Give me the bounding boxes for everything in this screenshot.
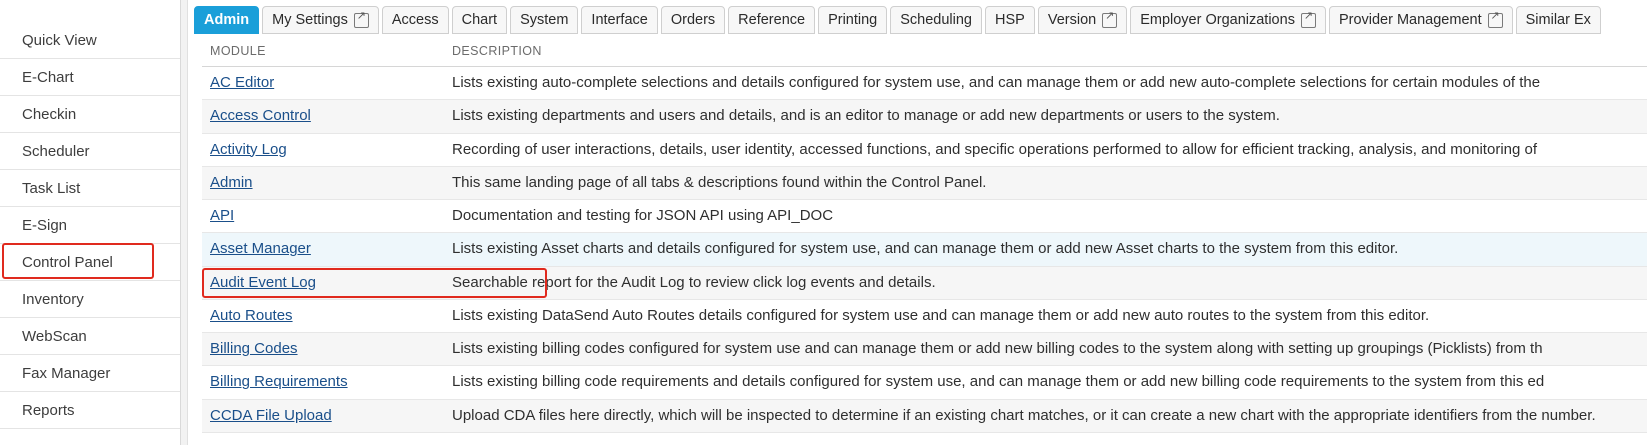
table-row[interactable] [202, 67, 1647, 100]
table-row[interactable] [202, 399, 1647, 432]
tab-label: My Settings [272, 12, 348, 28]
modules-table [202, 34, 1647, 433]
sidebar-item-reports[interactable] [0, 392, 180, 429]
description-cell: Upload CDA files here directly, which will be inspected to determine if an existing chart matches, or it can create a new chart with the appropriate identifiers from the number. [444, 399, 1647, 432]
module-cell [202, 133, 444, 166]
sidebar-item-quick-view[interactable] [0, 22, 180, 59]
sidebar-item-label: Quick View [22, 32, 97, 49]
table-row[interactable] [202, 266, 1647, 299]
column-header-description: DESCRIPTION [444, 34, 1647, 67]
tab-label: Orders [670, 12, 716, 28]
description-cell: Searchable report for the Audit Log to review click log events and details. [444, 266, 1647, 299]
module-link-ccda-file-upload[interactable]: CCDA File Upload [210, 406, 332, 424]
sidebar-item-label: Scheduler [22, 143, 90, 160]
sidebar-item-task-list[interactable] [0, 170, 180, 207]
sidebar-item-label: Checkin [22, 106, 77, 123]
sidebar-item-fax-manager[interactable] [0, 355, 180, 392]
module-cell [202, 67, 444, 100]
module-cell [202, 233, 444, 266]
module-cell [202, 100, 444, 133]
external-link-icon [354, 13, 369, 28]
tab-label: Scheduling [900, 12, 972, 28]
tab-orders[interactable] [661, 6, 725, 34]
table-row[interactable] [202, 299, 1647, 332]
sidebar-item-checkin[interactable] [0, 96, 180, 133]
module-link-activity-log[interactable]: Activity Log [210, 140, 287, 158]
tab-label: Employer Organizations [1140, 12, 1295, 28]
tab-label: System [520, 12, 569, 28]
module-link-billing-requirements[interactable]: Billing Requirements [210, 373, 348, 391]
tab-similar-ex[interactable] [1516, 6, 1601, 34]
tab-chart[interactable] [452, 6, 507, 34]
sidebar-item-label: WebScan [22, 328, 87, 345]
tab-reference[interactable] [728, 6, 815, 34]
sidebar-item-control-panel[interactable] [0, 244, 180, 281]
sidebar-item-e-sign[interactable] [0, 207, 180, 244]
tab-printing[interactable] [818, 6, 887, 34]
description-cell: Recording of user interactions, details, user identity, accessed functions, and specific operations performed to allow for efficient tracking, analysis, and monitoring of [444, 133, 1647, 166]
module-link-admin[interactable]: Admin [210, 173, 253, 191]
table-row[interactable] [202, 100, 1647, 133]
sidebar-item-inventory[interactable] [0, 281, 180, 318]
module-link-auto-routes[interactable]: Auto Routes [210, 306, 293, 324]
tab-label: Provider Management [1338, 12, 1482, 28]
module-link-billing-codes[interactable]: Billing Codes [210, 340, 298, 357]
module-cell [202, 366, 444, 399]
description-cell: Lists existing auto-complete selections and details configured for system use, and can manage them or add new auto-complete selections for certain modules of the [444, 67, 1647, 100]
tab-interface[interactable] [581, 6, 657, 34]
sidebar-item-label: Fax Manager [22, 365, 111, 382]
tab-label: Interface [591, 12, 648, 28]
control-panel-pane [187, 0, 1647, 445]
description-cell: Lists existing Asset charts and details configured for system use, and can manage them or add new Asset charts to the system from this editor. [444, 233, 1647, 266]
module-link-api[interactable]: API [210, 207, 235, 224]
module-cell [202, 399, 444, 432]
sidebar-item-e-chart[interactable] [0, 59, 180, 96]
module-link-asset-manager[interactable]: Asset Manager [210, 240, 311, 258]
external-link-icon [1488, 13, 1503, 28]
tab-version[interactable] [1038, 6, 1127, 34]
external-link-icon [1301, 13, 1316, 28]
tab-provider-management[interactable] [1329, 6, 1513, 34]
module-cell [202, 266, 444, 299]
column-header-module: MODULE [202, 34, 444, 67]
description-cell: Lists existing departments and users and details, and is an editor to manage or add new departments or users to the system. [444, 100, 1647, 133]
tab-label: Printing [828, 12, 878, 28]
sidebar-item-scheduler[interactable] [0, 133, 180, 170]
sidebar-item-label: Reports [22, 402, 75, 419]
module-cell [202, 333, 444, 366]
description-cell: Documentation and testing for JSON API using API_DOC [444, 200, 1647, 233]
external-link-icon [1102, 13, 1117, 28]
sidebar [0, 0, 181, 445]
tab-label: Chart [461, 12, 498, 28]
module-cell [202, 166, 444, 199]
table-row[interactable] [202, 200, 1647, 233]
table-row[interactable] [202, 133, 1647, 166]
tab-access[interactable] [382, 6, 449, 34]
modules-table-wrapper [188, 34, 1647, 433]
module-link-audit-event-log[interactable]: Audit Event Log [210, 273, 316, 291]
module-link-access-control[interactable]: Access Control [210, 107, 311, 125]
module-link-ac-editor[interactable]: AC Editor [210, 74, 275, 91]
tab-label: Reference [738, 12, 806, 28]
tab-label: HSP [995, 12, 1025, 28]
table-row[interactable] [202, 366, 1647, 399]
tab-hsp[interactable] [985, 6, 1035, 34]
sidebar-item-label: E-Sign [22, 217, 68, 234]
description-cell: Lists existing DataSend Auto Routes details configured for system use and can manage them or add new auto routes to the system from this editor. [444, 299, 1647, 332]
description-cell: Lists existing billing codes configured for system use and can manage them or add new billing codes to the system along with setting up groupings (Picklists) from th [444, 333, 1647, 366]
tab-employer-organizations[interactable] [1130, 6, 1326, 34]
module-cell [202, 299, 444, 332]
tab-scheduling[interactable] [890, 6, 982, 34]
tab-label: Version [1047, 12, 1097, 28]
table-row[interactable] [202, 166, 1647, 199]
sidebar-item-webscan[interactable] [0, 318, 180, 355]
sidebar-item-label: Inventory [22, 291, 84, 308]
tab-my-settings[interactable] [262, 6, 379, 34]
table-header-row [202, 34, 1647, 67]
tab-system[interactable] [510, 6, 578, 34]
module-cell [202, 200, 444, 233]
tab-admin[interactable] [194, 6, 259, 34]
tab-label: Similar Ex [1525, 12, 1591, 28]
tab-label: Access [391, 12, 439, 28]
sidebar-item-label: E-Chart [22, 69, 74, 86]
description-cell: This same landing page of all tabs & descriptions found within the Control Panel. [444, 166, 1647, 199]
control-panel-tabbar [188, 0, 1647, 34]
table-row-selected[interactable] [202, 233, 1647, 266]
table-row[interactable] [202, 333, 1647, 366]
sidebar-item-label: Task List [22, 180, 81, 197]
description-cell: Lists existing billing code requirements and details configured for system use, and can manage them or add new billing code requirements to the system from this ed [444, 366, 1647, 399]
sidebar-item-label: Control Panel [22, 254, 113, 271]
tab-label: Admin [204, 12, 250, 28]
main-content [181, 0, 1647, 445]
